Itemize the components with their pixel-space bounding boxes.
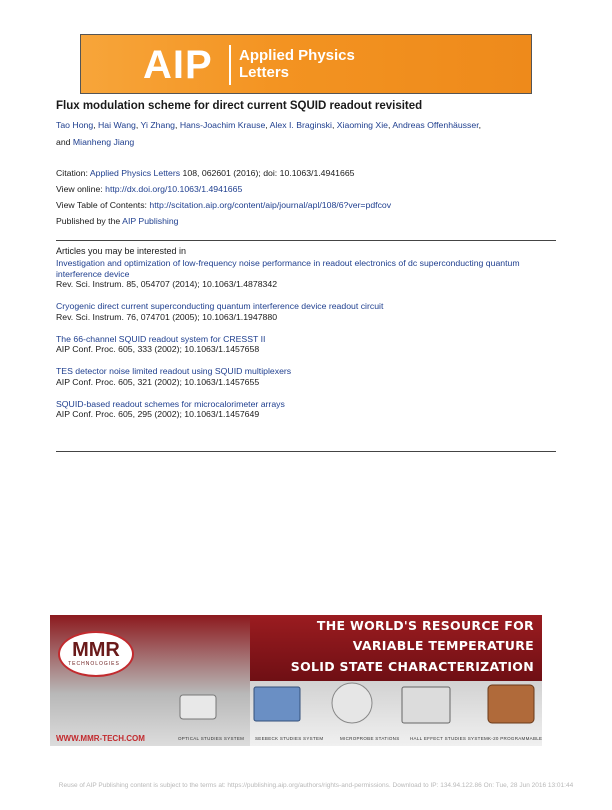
author-link[interactable]: Hans-Joachim Krause — [179, 120, 266, 130]
author-link[interactable]: Hai Wang — [98, 120, 136, 130]
related-heading: Articles you may be interested in — [56, 246, 187, 256]
seebeck-system-image — [254, 687, 300, 721]
author-separator: , — [93, 120, 99, 130]
citation-journal-link[interactable]: Applied Physics Letters — [89, 168, 181, 178]
view-online-link[interactable]: http://dx.doi.org/10.1063/1.4941665 — [105, 184, 243, 194]
ad-caption-optical: OPTICAL STUDIES SYSTEM — [178, 736, 245, 741]
citation-details: 108, 062601 (2016); doi: 10.1063/1.4941665 — [180, 168, 355, 178]
citation-line — [56, 168, 355, 178]
view-online-label: View online: — [56, 184, 106, 194]
ad-headline-1: THE WORLD'S RESOURCE FOR — [316, 618, 534, 633]
toc-label: View Table of Contents: — [56, 200, 150, 210]
reuse-footer: Reuse of AIP Publishing content is subject to the terms at: https://publishing.aip.org/authors/rights-and-permissions. Download to IP: 134.94.122.86 On: Tue, 28 Jun 2016 13:01:44 — [58, 782, 574, 789]
journal-name-line2: Letters — [239, 64, 290, 81]
ad-url-link[interactable]: WWW.MMR-TECH.COM — [56, 734, 145, 743]
related-article — [56, 301, 556, 323]
author-link[interactable]: Mianheng Jiang — [72, 137, 135, 147]
author-link[interactable]: Yi Zhang — [140, 120, 175, 130]
author-separator: , — [265, 120, 270, 130]
journal-name-line1: Applied Physics — [239, 47, 355, 64]
author-separator: , — [331, 120, 337, 130]
ad-caption-seebeck: SEEBECK STUDIES SYSTEM — [255, 736, 324, 741]
ad-caption-microprobe: MICROPROBE STATIONS — [340, 736, 400, 741]
related-article-link[interactable]: SQUID-based readout schemes for microcalorimeter arrays — [56, 398, 285, 409]
author-link[interactable]: Andreas Offenhäusser — [392, 120, 479, 130]
toc-line — [56, 200, 391, 210]
citation-label: Citation: — [56, 168, 90, 178]
k20-system-image — [488, 685, 534, 723]
toc-link[interactable]: http://scitation.aip.org/content/aip/journal/apl/108/6?ver=pdfcov — [149, 200, 392, 210]
author-link[interactable]: Tao Hong — [56, 120, 94, 130]
ad-caption-k20: K-20 PROGRAMMABLE — [488, 736, 542, 741]
author-separator: , — [135, 120, 141, 130]
author-link[interactable]: Xiaoming Xie — [336, 120, 388, 130]
related-article-citation: AIP Conf. Proc. 605, 321 (2002); 10.1063/1.1457655 — [56, 376, 260, 387]
ad-product-images — [170, 681, 542, 735]
publisher-link[interactable]: AIP Publishing — [122, 216, 179, 226]
logo-divider — [229, 45, 231, 85]
mmr-logo: MMR — [58, 631, 134, 677]
related-article — [56, 366, 556, 388]
hall-effect-system-image — [402, 687, 450, 723]
ad-headline-2: VARIABLE TEMPERATURE — [352, 638, 534, 653]
related-article-link[interactable]: TES detector noise limited readout using SQUID multiplexers — [56, 366, 292, 376]
related-article-citation: AIP Conf. Proc. 605, 333 (2002); 10.1063/1.1457658 — [56, 344, 260, 354]
optical-system-image — [180, 695, 216, 719]
ad-headline-3: SOLID STATE CHARACTERIZATION — [290, 659, 534, 674]
mmr-logo-subtitle: TECHNOLOGIES — [68, 661, 120, 667]
related-articles-list — [56, 258, 556, 431]
author-separator: , — [478, 120, 482, 130]
related-article-link[interactable]: The 66-channel SQUID readout system for CRESST II — [56, 333, 266, 344]
article-title: Flux modulation scheme for direct current SQUID readout revisited — [56, 100, 423, 112]
section-divider-top — [56, 240, 556, 241]
section-divider-bottom — [56, 451, 556, 452]
ad-caption-hall: HALL EFFECT STUDIES SYSTEM — [410, 736, 489, 741]
related-article-citation: Rev. Sci. Instrum. 76, 074701 (2005); 10.1063/1.1947880 — [56, 311, 278, 322]
aip-logo: AIP — [143, 43, 213, 87]
author-separator: , — [174, 120, 180, 130]
related-article-link[interactable]: Cryogenic direct current superconducting quantum interference device readout circuit — [56, 301, 384, 311]
author-separator: , — [387, 120, 393, 130]
microprobe-station-image — [332, 683, 372, 723]
related-article-citation: AIP Conf. Proc. 605, 295 (2002); 10.1063/1.1457649 — [56, 409, 260, 419]
published-label: Published by the — [56, 216, 123, 226]
author-link[interactable]: Alex I. Braginski — [269, 120, 332, 130]
author-joiner: and — [56, 137, 73, 147]
related-article — [56, 258, 556, 290]
published-line — [56, 216, 179, 226]
related-article — [56, 399, 556, 421]
author-list — [56, 117, 556, 151]
advertisement-banner[interactable] — [50, 615, 542, 746]
related-article-link[interactable]: Investigation and optimization of low-frequency noise performance in readout electronics of dc superconducting quantum interference device — [56, 258, 520, 279]
view-online-line — [56, 184, 242, 194]
journal-banner[interactable] — [80, 34, 532, 94]
related-article-citation: Rev. Sci. Instrum. 85, 054707 (2014); 10.1063/1.4878342 — [56, 279, 278, 289]
journal-name — [239, 47, 419, 81]
related-article — [56, 334, 556, 356]
